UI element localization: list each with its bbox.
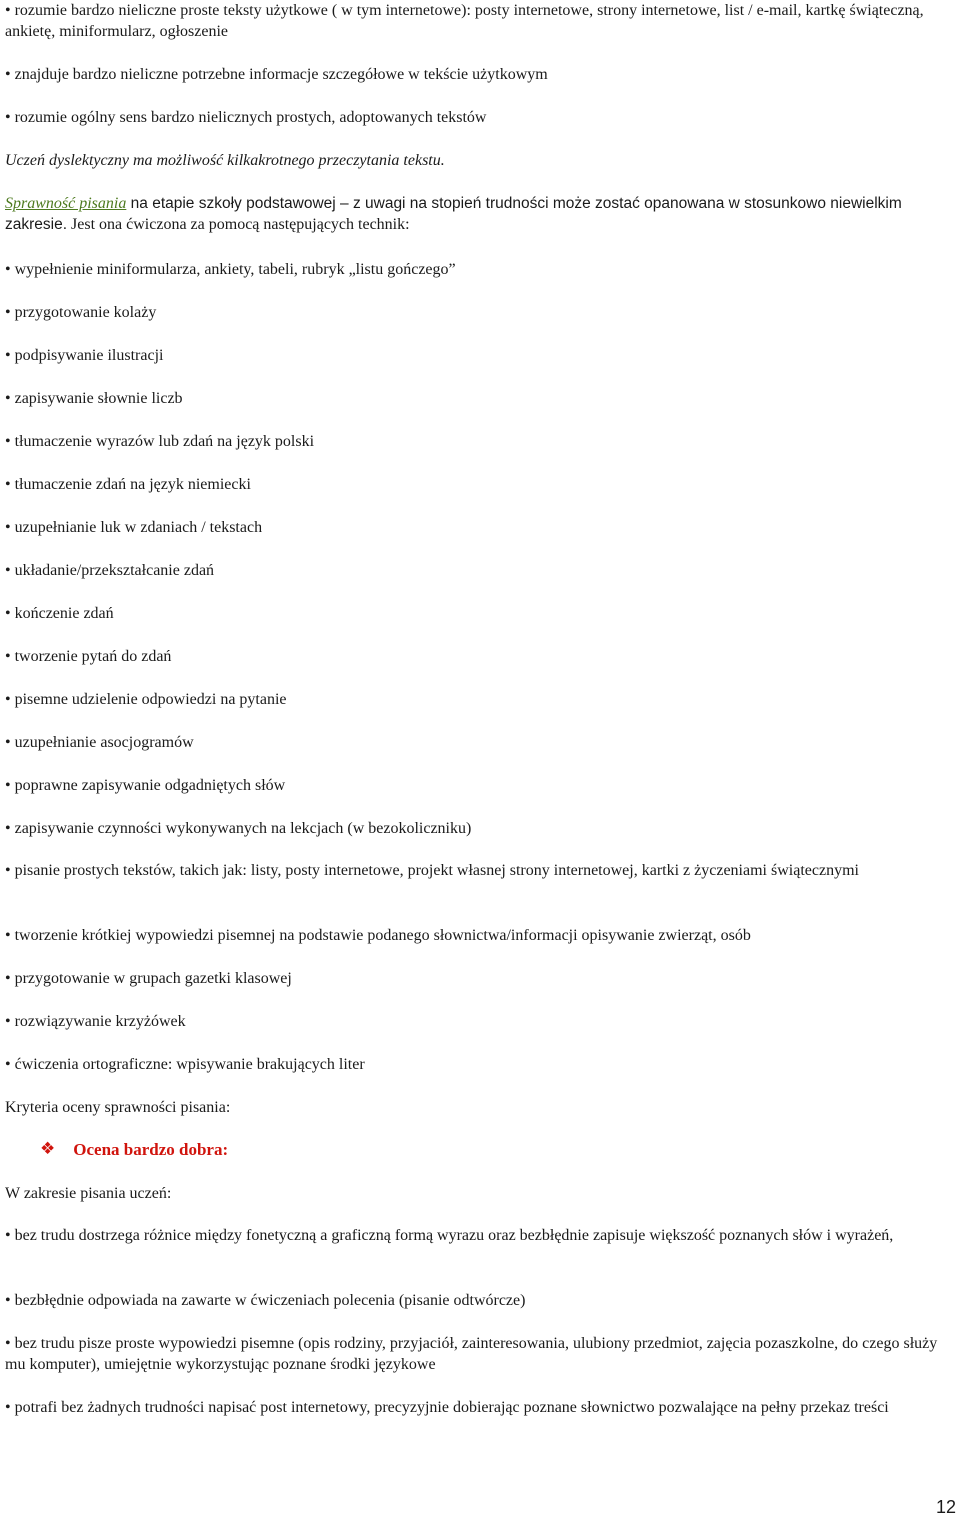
technique-item: • poprawne zapisywanie odgadniętych słów xyxy=(5,777,286,794)
grade-heading-label: Ocena bardzo dobra: xyxy=(73,1140,229,1159)
writing-intro-paragraph xyxy=(5,193,950,235)
dyslexia-note: Uczeń dyslektyczny ma możliwość kilkakrotnego przeczytania tekstu. xyxy=(5,152,445,169)
list-item: • rozumie bardzo nieliczne proste teksty użytkowe ( w tym internetowe): posty internetowe, strony internetowe, list / e-mail, kartkę świąteczną, ankietę, miniformularz, ogłoszenie xyxy=(5,2,924,40)
criteria-item: • potrafi bez żadnych trudności napisać post internetowy, precyzyjnie dobierając poznane słownictwo pozwalające na pełny przekaz treści xyxy=(5,1399,889,1416)
diamond-bullet-icon: ❖ xyxy=(40,1139,56,1159)
criteria-item: • bez trudu dostrzega różnice między fonetyczną a graficzną formą wyrazu oraz bezbłędnie zapisuje większość poznanych słów i wyrażeń, xyxy=(5,1227,894,1244)
list-item: • rozumie ogólny sens bardzo nielicznych prostych, adoptowanych tekstów xyxy=(5,109,487,126)
technique-item: • tłumaczenie zdań na język niemiecki xyxy=(5,476,251,493)
grade-heading xyxy=(40,1139,228,1160)
technique-item: • rozwiązywanie krzyżówek xyxy=(5,1013,186,1030)
technique-item: • układanie/przekształcanie zdań xyxy=(5,562,215,579)
technique-item: • tworzenie pytań do zdań xyxy=(5,648,172,665)
criteria-item: • bezbłędnie odpowiada na zawarte w ćwiczeniach polecenia (pisanie odtwórcze) xyxy=(5,1292,526,1309)
technique-item: • przygotowanie kolaży xyxy=(5,304,157,321)
technique-item: • wypełnienie miniformularza, ankiety, tabeli, rubryk „listu gończego” xyxy=(5,261,456,278)
technique-item: • pisemne udzielenie odpowiedzi na pytanie xyxy=(5,691,287,708)
technique-item: • zapisywanie czynności wykonywanych na lekcjach (w bezokoliczniku) xyxy=(5,820,472,837)
technique-item: • uzupełnianie luk w zdaniach / tekstach xyxy=(5,519,263,536)
writing-intro-text-2: Jest ona ćwiczona za pomocą następujących technik: xyxy=(67,216,410,233)
technique-item: • przygotowanie w grupach gazetki klasowej xyxy=(5,970,292,987)
technique-item: • ćwiczenia ortograficzne: wpisywanie brakujących liter xyxy=(5,1056,365,1073)
page-number: 12 xyxy=(935,1497,956,1517)
criteria-heading: Kryteria oceny sprawności pisania: xyxy=(5,1099,231,1116)
writing-intro-text: na etapie szkoły podstawowej – z uwagi na stopień trudności może zostać opanowana w stosunkowo niewielkim zakresie. xyxy=(5,195,902,233)
technique-item: • kończenie zdań xyxy=(5,605,114,622)
technique-item: • pisanie prostych tekstów, takich jak: listy, posty internetowe, projekt własnej strony internetowej, kartki z życzeniami świątecznymi xyxy=(5,862,859,879)
technique-item: • tłumaczenie wyrazów lub zdań na język polski xyxy=(5,433,315,450)
technique-item: • tworzenie krótkiej wypowiedzi pisemnej na podstawie podanego słownictwa/informacji opisywanie zwierząt, osób xyxy=(5,927,751,944)
criteria-item: • bez trudu pisze proste wypowiedzi pisemne (opis rodziny, przyjaciół, zainteresowania, ulubiony przedmiot, zajęcia pozaszkolne, do czego służy mu komputer), umiejętnie wykorzystując poznane środki językowe xyxy=(5,1335,938,1373)
technique-item: • uzupełnianie asocjogramów xyxy=(5,734,194,751)
sprawnosc-pisania-link[interactable]: Sprawność pisania xyxy=(5,195,127,212)
technique-item: • zapisywanie słownie liczb xyxy=(5,390,183,407)
scope-intro: W zakresie pisania uczeń: xyxy=(5,1185,172,1202)
list-item: • znajduje bardzo nieliczne potrzebne informacje szczegółowe w tekście użytkowym xyxy=(5,66,548,83)
technique-item: • podpisywanie ilustracji xyxy=(5,347,164,364)
